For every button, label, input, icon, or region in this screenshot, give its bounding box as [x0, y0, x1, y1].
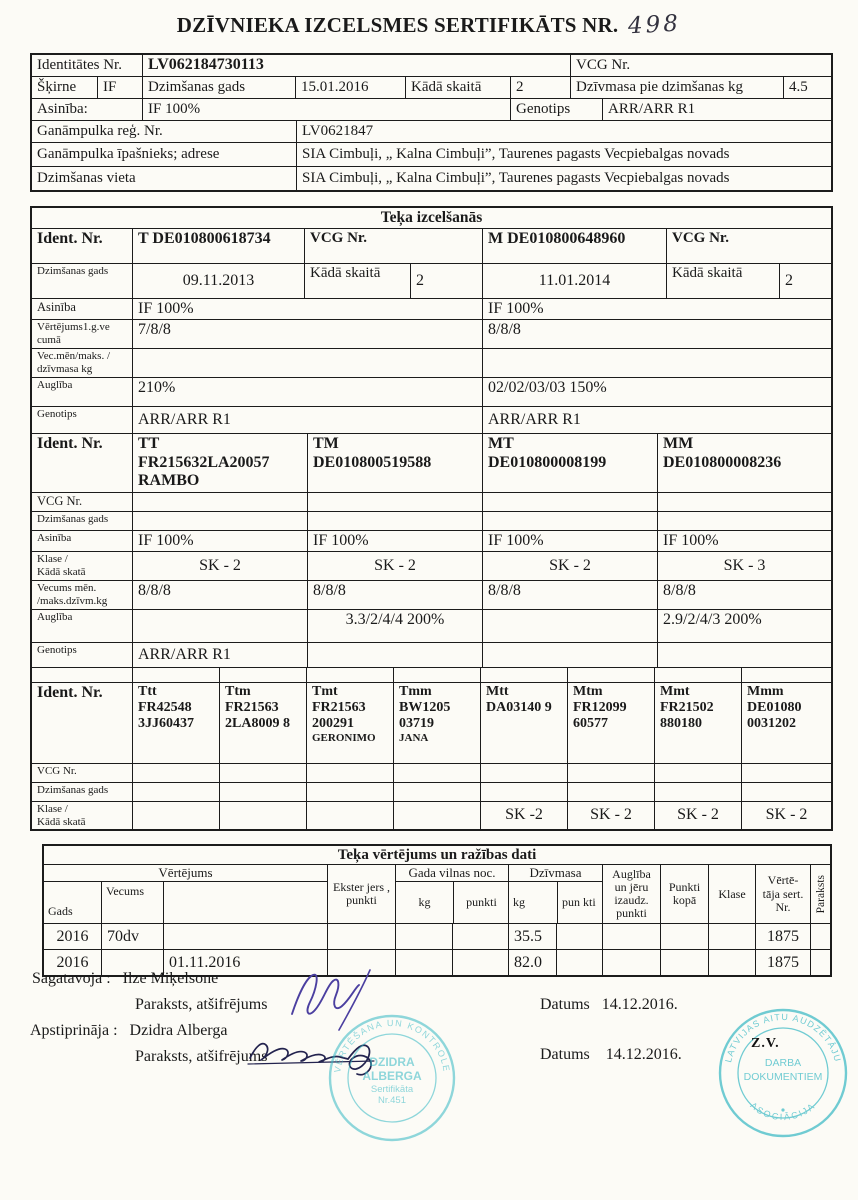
spacer-cell: [741, 668, 831, 682]
paraksts-line-2: Paraksts, atšifrējums: [135, 1048, 268, 1065]
cell-vilna-kg: [395, 924, 452, 949]
cell-sert: 1875: [755, 950, 810, 975]
label-vertejums: Vērtējums1.g.ve cumā: [37, 321, 110, 347]
label-dzimsanas-vieta: Dzimšanas vieta: [37, 170, 136, 186]
certificate-title: DZĪVNIEKA IZCELSMES SERTIFIKĀTS NR.: [176, 13, 619, 37]
sire-kada-skaita: 2: [410, 264, 482, 298]
ggp-mtt-code: Mtt: [486, 683, 509, 699]
gp-tt-number: FR215632LA20057: [138, 453, 270, 471]
cell-augliba: [602, 924, 660, 949]
animal-info-table: [30, 53, 833, 192]
label-klase-ggp-l2: Kādā skatā: [37, 815, 86, 828]
group-dzivmasa-label: Dzīvmasa: [509, 865, 602, 882]
col-vilna-punkti: punkti: [453, 882, 509, 923]
ggp-mtt-id: [480, 683, 567, 763]
ggp-tmm-name: JANA: [399, 731, 429, 744]
gp-tt-id: [132, 434, 307, 491]
label-augliba-parents: Auglība: [37, 379, 73, 392]
stamp-examiner-line3: Sertifikāta: [370, 1084, 414, 1095]
cell-punkti-kopa: [660, 924, 708, 949]
ggp-birth-cell: [741, 783, 831, 801]
dam-asiniba: IF 100%: [482, 299, 831, 319]
datums-line-1: [540, 996, 678, 1014]
gp-tt-vcg: [132, 493, 307, 511]
gp-tm-klase: SK - 2: [307, 552, 482, 580]
value-asiniba: IF 100%: [142, 99, 510, 120]
label-augliba-gp: Auglība: [37, 610, 73, 623]
spacer-cell: [393, 668, 480, 682]
zv-mark: Z.V.: [751, 1036, 780, 1051]
label-dzg-gp: Dzimšanas gads: [37, 512, 109, 525]
group-vertejums-label: Vērtējums: [44, 865, 327, 882]
ggp-mmm-number: DE01080 0031202: [747, 699, 802, 731]
dam-vcg-label: VCG Nr.: [666, 229, 831, 263]
ggp-birth-cell: [306, 783, 393, 801]
ggp-klase-6: SK - 2: [654, 802, 741, 829]
gp-mt-vcg: [482, 493, 657, 511]
ggp-birth-cell: [393, 783, 480, 801]
gp-tm-vcg: [307, 493, 482, 511]
group-vertejums: [44, 865, 327, 923]
rating-table: [42, 844, 832, 977]
sagatavoja-line: [32, 970, 218, 988]
value-dzimsanas-gads: 15.01.2016: [295, 77, 405, 98]
ggp-birth-cell: [654, 783, 741, 801]
label-asiniba-gp: Asinība: [37, 531, 72, 544]
gp-mm-asiniba: IF 100%: [657, 531, 831, 551]
value-identitates: LV062184730113: [142, 55, 570, 76]
ggp-klase-2: [306, 802, 393, 829]
col-vilna-kg: kg: [418, 895, 431, 910]
spacer-cell: [480, 668, 567, 682]
label-kada-skaita: Kādā skaitā: [405, 77, 510, 98]
ggp-vcg-cell: [132, 764, 219, 782]
gp-tm-birth: [307, 512, 482, 530]
dam-vec-men: [482, 349, 831, 377]
col-vertejums-blank: [163, 882, 327, 923]
apstiprinaja-name: Dzidra Alberga: [129, 1022, 228, 1039]
gp-tm-code: TM: [313, 435, 339, 453]
gp-tm-vecums: 8/8/8: [307, 581, 482, 609]
stamp-association-ring-top: LATVIJAS AITU AUDZĒTĀJU: [723, 1011, 843, 1064]
ggp-tmm-id: [393, 683, 480, 763]
dam-birth: 11.01.2014: [482, 264, 666, 298]
cell-dzivmasa-punkti: [556, 924, 602, 949]
label-identitates: Identitātes Nr.: [37, 57, 122, 73]
gp-tt-genotips: ARR/ARR R1: [132, 643, 307, 667]
label-ipasnieks: Ganāmpulka īpašnieks; adrese: [37, 146, 220, 162]
cell-vecums: 70dv: [101, 924, 163, 949]
label-klase-ggp: [32, 802, 132, 829]
dam-id: M DE010800648960: [482, 229, 666, 263]
gp-tm-number: DE010800519588: [313, 453, 432, 471]
ggp-ttm-id: [219, 683, 306, 763]
col-dzivmasa-kg: kg: [513, 895, 525, 910]
gp-mt-asiniba: IF 100%: [482, 531, 657, 551]
value-kada-skaita: 2: [510, 77, 570, 98]
ggp-klase-0: [132, 802, 219, 829]
cell-dzivmasa-kg: 35.5: [508, 924, 556, 949]
stamp-association-center2: DOKUMENTIEM: [743, 1071, 823, 1083]
ggp-vcg-cell: [741, 764, 831, 782]
label-vcg-gp: VCG Nr.: [37, 493, 83, 508]
rating-header: [44, 864, 830, 923]
stamp-association: [716, 1006, 850, 1140]
cell-eksterjers: [327, 924, 395, 949]
label-vec-men: [32, 349, 132, 377]
dam-vertejums: 8/8/8: [482, 320, 831, 348]
ggp-klase-4: SK -2: [480, 802, 567, 829]
ggp-tmt-number: FR21563 200291: [312, 699, 366, 731]
sire-vcg-label: VCG Nr.: [304, 229, 482, 263]
label-dzivmasa: Dzīvmasa pie dzimšanas kg: [570, 77, 783, 98]
ggp-mmm-code: Mmm: [747, 683, 784, 699]
rating-row: [44, 923, 830, 949]
cell-sert: 1875: [755, 924, 810, 949]
ggp-tmm-number: BW1205 03719: [399, 699, 451, 731]
ggp-mtt-number: DA03140 9: [486, 699, 552, 715]
cell-dzivmasa-kg: 82.0: [508, 950, 556, 975]
label-dzg-ggp: Dzimšanas gads: [37, 783, 109, 796]
sire-asiniba: IF 100%: [132, 299, 482, 319]
col-eksterjers: Ekster jers , punkti: [327, 865, 395, 923]
stamp-examiner-ring-text: VĒRTĒŠANA UN KONTROLE: [332, 1017, 452, 1074]
sagatavoja-label: Sagatavoja :: [32, 970, 111, 987]
datums-value-2: 14.12.2016.: [605, 1046, 682, 1063]
dam-genotips: ARR/ARR R1: [482, 407, 831, 433]
sire-kada-skaita-label: Kādā skaitā: [304, 264, 410, 298]
gp-tt-birth: [132, 512, 307, 530]
col-klase: Klase: [708, 865, 755, 923]
apstiprinaja-line: [30, 1022, 227, 1040]
label-vcg-ggp: VCG Nr.: [37, 764, 77, 777]
dam-kada-skaita-label: Kādā skaitā: [666, 264, 779, 298]
ggp-tmm-code: Tmm: [399, 683, 432, 699]
sagatavoja-name: Ilze Miķelsone: [122, 970, 219, 987]
gp-tt-code: TT: [138, 435, 160, 453]
ggp-mmt-id: [654, 683, 741, 763]
label-skirne: Šķirne: [37, 79, 77, 95]
origin-table: [30, 206, 833, 831]
gp-mt-augliba: [482, 610, 657, 642]
ggp-ttm-number: FR21563 2LA8009 8: [225, 699, 290, 731]
spacer-row: [32, 667, 831, 682]
group-vilna-label: Gada vilnas noc.: [396, 865, 508, 882]
stamp-examiner-line1: DZIDRA: [369, 1055, 415, 1069]
cell-paraksts: [810, 924, 830, 949]
cell-gads: 2016: [56, 927, 89, 945]
ggp-mtm-code: Mtm: [573, 683, 603, 699]
ggp-mmt-code: Mmt: [660, 683, 690, 699]
origin-title: Teķa izcelšanās: [380, 209, 483, 226]
datums-line-2: [540, 1046, 682, 1064]
gp-mt-genotips: [482, 643, 657, 667]
label-klase-gp: [32, 552, 132, 580]
col-paraksts-label: Paraksts: [814, 875, 827, 914]
stamp-examiner-line4: Nr.451: [378, 1095, 406, 1106]
cell-datums: [163, 924, 327, 949]
label-klase-l2: Kādā skatā: [37, 565, 86, 578]
col-dzivmasa-punkti: pun kti: [557, 882, 603, 923]
value-dzivmasa: 4.5: [783, 77, 831, 98]
gp-tt-klase: SK - 2: [132, 552, 307, 580]
cell-gads: 2016: [56, 953, 89, 971]
stamp-association-star: [781, 1108, 784, 1111]
paraksts-line-1: Paraksts, atšifrējums: [135, 996, 268, 1013]
ggp-vcg-cell: [567, 764, 654, 782]
sire-birth: 09.11.2013: [132, 264, 304, 298]
dam-kada-skaita: 2: [779, 264, 831, 298]
gp-mt-number: DE010800008199: [488, 453, 607, 471]
stamp-examiner-line2: ALBERGA: [362, 1069, 422, 1083]
ggp-vcg-cell: [654, 764, 741, 782]
gp-mt-id: [482, 434, 657, 491]
ggp-mtm-number: FR12099 60577: [573, 699, 627, 731]
ggp-tmt-name: GERONIMO: [312, 731, 376, 744]
spacer-cell: [32, 668, 132, 682]
ggp-tmt-id: [306, 683, 393, 763]
cell-vilna-punkti: [452, 924, 508, 949]
sire-augliba: 210%: [132, 378, 482, 406]
gp-mt-klase: SK - 2: [482, 552, 657, 580]
label-klase-ggp-l1: Klase /: [37, 802, 68, 815]
ggp-tmt-code: Tmt: [312, 683, 338, 699]
spacer-cell: [306, 668, 393, 682]
gp-mm-vcg: [657, 493, 831, 511]
ggp-klase-5: SK - 2: [567, 802, 654, 829]
label-ident-parents: Ident. Nr.: [37, 230, 103, 247]
gp-mm-code: MM: [663, 435, 694, 453]
label-ident-ggp: Ident. Nr.: [37, 683, 103, 701]
spacer-cell: [132, 668, 219, 682]
col-punkti-kopa: Punkti kopā: [660, 865, 708, 923]
cell-datums: 01.11.2016: [163, 950, 327, 975]
ggp-birth-cell: [567, 783, 654, 801]
gp-tt-vecums: 8/8/8: [132, 581, 307, 609]
label-ident-gp: Ident. Nr.: [37, 435, 103, 453]
ggp-klase-3: [393, 802, 480, 829]
ggp-birth-cell: [219, 783, 306, 801]
value-dzimsanas-vieta: SIA Cimbuļi, „ Kalna Cimbuļi”, Taurenes pagasts Vecpiebalgas novads: [296, 167, 831, 190]
gp-tt-asiniba: IF 100%: [132, 531, 307, 551]
ggp-vcg-cell: [306, 764, 393, 782]
ggp-birth-cell: [132, 783, 219, 801]
gp-tm-id: [307, 434, 482, 491]
sire-vertejums: 7/8/8: [132, 320, 482, 348]
label-vcg: VCG Nr.: [570, 55, 831, 76]
rating-title: Teķa vērtējums un ražības dati: [337, 846, 537, 863]
ggp-mtm-id: [567, 683, 654, 763]
label-genotips-parents: Genotips: [37, 408, 77, 421]
label-klase-l1: Klase /: [37, 552, 68, 565]
col-vecums: Vecums: [101, 882, 163, 923]
value-ipasnieks: SIA Cimbuļi, „ Kalna Cimbuļi”, Taurenes pagasts Vecpiebalgas novads: [296, 143, 831, 166]
label-ganampulka-reg: Ganāmpulka reģ. Nr.: [37, 123, 163, 139]
certificate-number-handwritten: 498: [627, 10, 682, 40]
ggp-birth-cell: [480, 783, 567, 801]
apstiprinaja-label: Apstiprināja :: [30, 1022, 118, 1039]
stamp-examiner: [326, 1012, 458, 1144]
label-vec-men-l1: Vec.mēn/maks. /: [37, 350, 111, 363]
datums-label-2: Datums: [540, 1046, 590, 1063]
label-vecums-l2: /maks.dzīvm.kg: [37, 594, 108, 607]
ggp-ttt-id: [132, 683, 219, 763]
gp-mt-birth: [482, 512, 657, 530]
label-asiniba: Asinība:: [37, 101, 88, 117]
value-skirne: IF: [97, 77, 142, 98]
ggp-mmm-id: [741, 683, 831, 763]
gp-mt-vecums: 8/8/8: [482, 581, 657, 609]
ggp-klase-1: [219, 802, 306, 829]
sire-vec-men: [132, 349, 482, 377]
gp-mm-number: DE010800008236: [663, 453, 782, 471]
label-dzimsanas-gads: Dzimšanas gads: [142, 77, 295, 98]
ggp-vcg-cell: [219, 764, 306, 782]
stamp-association-center1: DARBA: [764, 1057, 802, 1069]
gp-mm-klase: SK - 3: [657, 552, 831, 580]
gp-mm-birth: [657, 512, 831, 530]
spacer-cell: [654, 668, 741, 682]
title-row: [0, 0, 858, 38]
datums-value-1: 14.12.2016.: [601, 996, 678, 1013]
gp-tm-genotips: [307, 643, 482, 667]
value-ganampulka-reg: LV0621847: [296, 121, 831, 142]
label-genotips: Genotips: [510, 99, 602, 120]
gp-mm-id: [657, 434, 831, 491]
gp-mm-vecums: 8/8/8: [657, 581, 831, 609]
label-dzimsanas-gads-parents: Dzimšanas gads: [37, 265, 109, 277]
cell-klase: [708, 924, 755, 949]
gp-mm-augliba: 2.9/2/4/3 200%: [657, 610, 831, 642]
ggp-ttt-code: Ttt: [138, 683, 157, 699]
spacer-cell: [219, 668, 306, 682]
gp-tt-name: RAMBO: [138, 472, 200, 490]
dam-augliba: 02/02/03/03 150%: [482, 378, 831, 406]
group-dzivmasa: [508, 865, 602, 923]
group-vilna: [395, 865, 508, 923]
label-vecums-gp: [32, 581, 132, 609]
stamp-association-ring-bottom: ASOCIĀCIJA: [748, 1100, 818, 1123]
col-paraksts: [810, 865, 830, 923]
label-vec-men-l2: dzīvmasa kg: [37, 363, 93, 376]
gp-mt-code: MT: [488, 435, 514, 453]
gp-tm-augliba: 3.3/2/4/4 200%: [307, 610, 482, 642]
spacer-cell: [567, 668, 654, 682]
ggp-klase-7: SK - 2: [741, 802, 831, 829]
sire-genotips: ARR/ARR R1: [132, 407, 482, 433]
label-vecums-l1: Vecums mēn.: [37, 581, 97, 594]
gp-tt-augliba: [132, 610, 307, 642]
datums-label-1: Datums: [540, 996, 590, 1013]
col-gads: Gads: [48, 904, 73, 919]
gp-tm-asiniba: IF 100%: [307, 531, 482, 551]
ggp-ttm-code: Ttm: [225, 683, 251, 699]
gp-mm-genotips: [657, 643, 831, 667]
ggp-mmt-number: FR21502 880180: [660, 699, 714, 731]
ggp-vcg-cell: [480, 764, 567, 782]
value-genotips: ARR/ARR R1: [602, 99, 831, 120]
ggp-vcg-cell: [393, 764, 480, 782]
sire-id: T DE010800618734: [132, 229, 304, 263]
col-augliba: Auglība un jēru izaudz. punkti: [602, 865, 660, 923]
ggp-ttt-number: FR42548 3JJ60437: [138, 699, 194, 731]
label-asiniba-parents: Asinība: [37, 300, 76, 314]
label-genotips-gp: Genotips: [37, 643, 77, 656]
col-sert: Vērtē- tāja sert. Nr.: [755, 865, 810, 923]
